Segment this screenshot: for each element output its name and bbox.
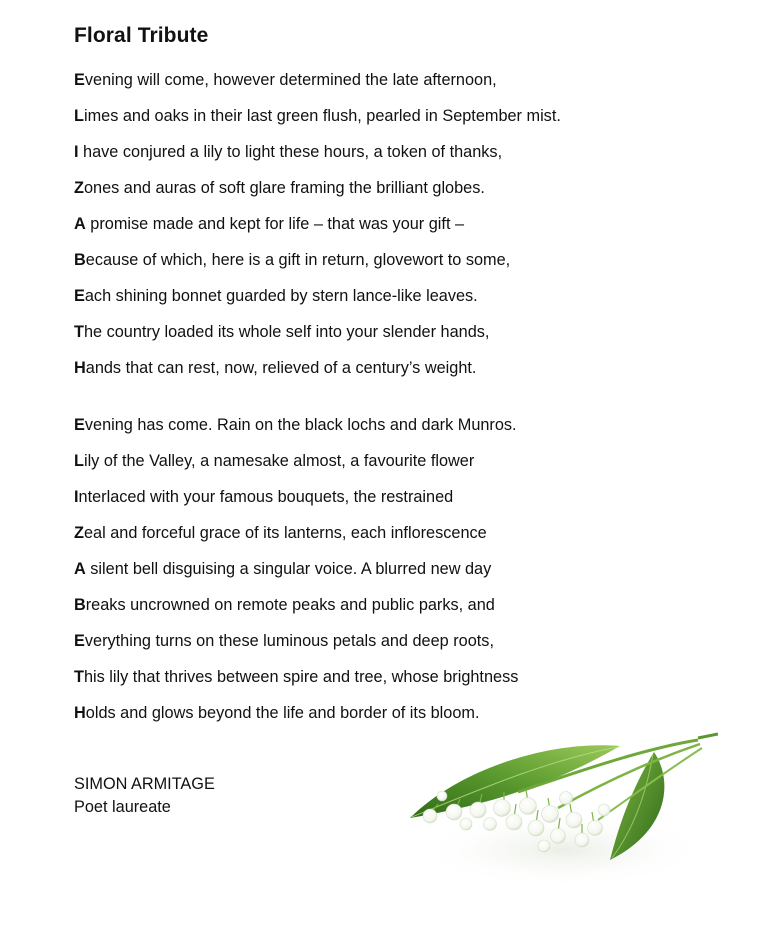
line-text: silent bell disguising a singular voice. A blurred new day bbox=[85, 560, 492, 578]
line-text: nterlaced with your famous bouquets, the restrained bbox=[78, 488, 454, 506]
acrostic-initial: I bbox=[74, 143, 79, 161]
lily-of-the-valley-image bbox=[398, 700, 718, 900]
line-text: vening will come, however determined the late afternoon, bbox=[84, 71, 497, 89]
line-text: verything turns on these luminous petals and deep roots, bbox=[84, 632, 494, 650]
bell bbox=[528, 820, 544, 836]
poem-line bbox=[74, 629, 518, 665]
line-text: ones and auras of soft glare framing the brilliant globes. bbox=[83, 179, 485, 197]
acrostic-initial: Z bbox=[74, 524, 84, 542]
poem-line bbox=[74, 248, 561, 284]
image-shadow bbox=[413, 812, 713, 888]
bell bbox=[588, 821, 603, 836]
line-text: reaks uncrowned on remote peaks and public parks, and bbox=[85, 596, 495, 614]
acrostic-initial: I bbox=[74, 488, 79, 506]
line-text: imes and oaks in their last green flush, pearled in September mist. bbox=[83, 107, 561, 125]
stanza-1 bbox=[74, 68, 561, 392]
bell bbox=[470, 802, 486, 818]
poem-line bbox=[74, 485, 518, 521]
acrostic-initial: Z bbox=[74, 179, 84, 197]
poem-line bbox=[74, 320, 561, 356]
line-text: have conjured a lily to light these hours, a token of thanks, bbox=[78, 143, 503, 161]
line-text: eal and forceful grace of its lanterns, each inflorescence bbox=[83, 524, 487, 542]
poem-line bbox=[74, 521, 518, 557]
author-name: SIMON ARMITAGE bbox=[74, 775, 215, 793]
acrostic-initial: T bbox=[74, 323, 84, 341]
line-text: ecause of which, here is a gift in return, glovewort to some, bbox=[85, 251, 511, 269]
poem-line bbox=[74, 356, 561, 392]
poem-line bbox=[74, 665, 518, 701]
acrostic-initial: H bbox=[74, 359, 86, 377]
acrostic-initial: B bbox=[74, 596, 86, 614]
line-text: vening has come. Rain on the black lochs and dark Munros. bbox=[84, 416, 517, 434]
acrostic-initial: L bbox=[74, 452, 84, 470]
line-text: ands that can rest, now, relieved of a century’s weight. bbox=[85, 359, 477, 377]
line-text: ily of the Valley, a namesake almost, a favourite flower bbox=[83, 452, 475, 470]
bell bbox=[575, 833, 589, 847]
bell bbox=[446, 804, 462, 820]
poem-line bbox=[74, 140, 561, 176]
acrostic-initial: E bbox=[74, 71, 85, 89]
author-role: Poet laureate bbox=[74, 798, 171, 816]
acrostic-initial: E bbox=[74, 416, 85, 434]
poem-line bbox=[74, 557, 518, 593]
acrostic-initial: A bbox=[74, 215, 86, 233]
bell bbox=[484, 818, 497, 831]
signature-block bbox=[74, 773, 215, 819]
acrostic-initial: H bbox=[74, 704, 86, 722]
poem-line bbox=[74, 176, 561, 212]
poem-line bbox=[74, 284, 561, 320]
bell bbox=[423, 809, 437, 823]
line-text: ach shining bonnet guarded by stern lance-like leaves. bbox=[84, 287, 478, 305]
stem-4 bbox=[698, 734, 718, 738]
poem-line bbox=[74, 593, 518, 629]
bell bbox=[538, 840, 550, 852]
poem-line bbox=[74, 413, 518, 449]
bell bbox=[506, 814, 522, 830]
acrostic-initial: A bbox=[74, 560, 86, 578]
line-text: promise made and kept for life – that was your gift – bbox=[85, 215, 465, 233]
line-text: his lily that thrives between spire and tree, whose brightness bbox=[83, 668, 519, 686]
poem-title: Floral Tribute bbox=[74, 24, 209, 47]
acrostic-initial: L bbox=[74, 107, 84, 125]
bell bbox=[566, 812, 582, 828]
acrostic-initial: E bbox=[74, 287, 85, 305]
acrostic-initial: E bbox=[74, 632, 85, 650]
bell bbox=[560, 792, 573, 805]
bell bbox=[460, 818, 472, 830]
bell bbox=[520, 798, 537, 815]
poem-line bbox=[74, 212, 561, 248]
poem-line bbox=[74, 449, 518, 485]
acrostic-initial: B bbox=[74, 251, 86, 269]
poem-line bbox=[74, 104, 561, 140]
bell bbox=[437, 791, 447, 801]
bell bbox=[494, 800, 511, 817]
line-text: he country loaded its whole self into your slender hands, bbox=[83, 323, 490, 341]
bell bbox=[598, 804, 610, 816]
bell bbox=[542, 806, 559, 823]
stanza-2 bbox=[74, 413, 518, 737]
acrostic-initial: T bbox=[74, 668, 84, 686]
bell bbox=[551, 829, 566, 844]
line-text: olds and glows beyond the life and border of its bloom. bbox=[85, 704, 480, 722]
poem-line bbox=[74, 68, 561, 104]
